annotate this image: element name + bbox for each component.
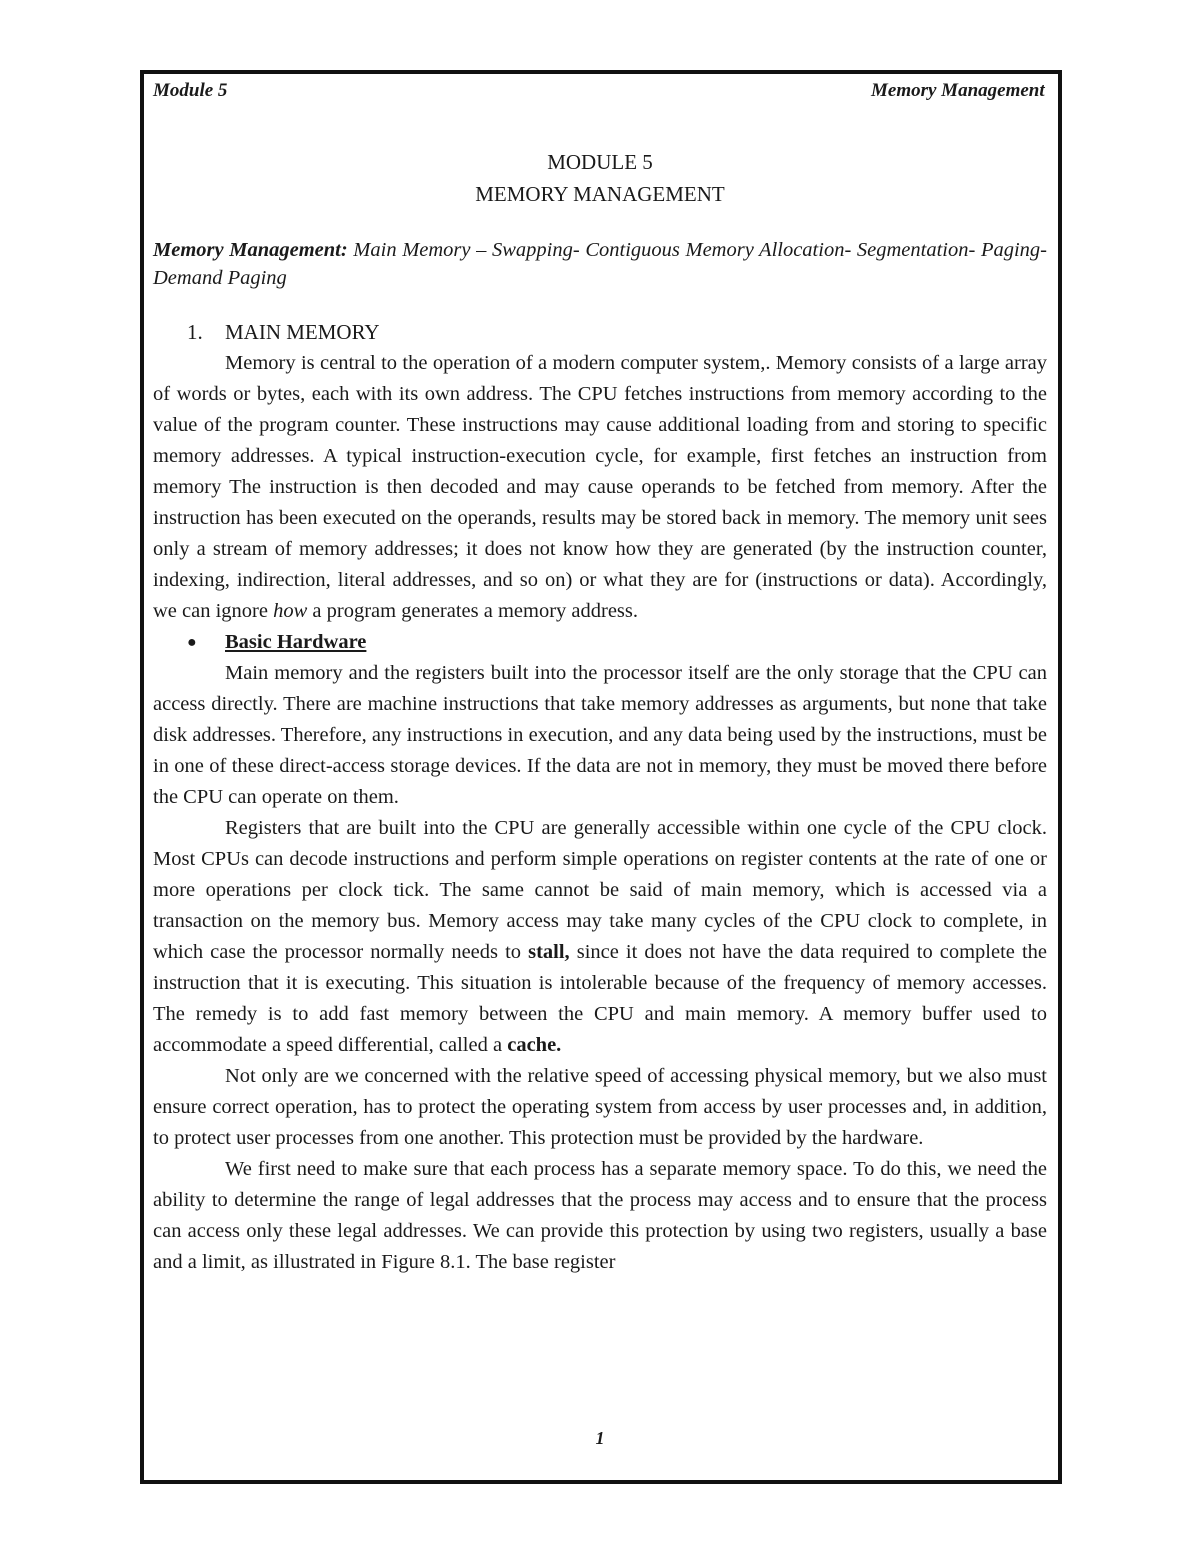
subheading-label: Basic Hardware xyxy=(225,631,367,653)
topics-list: Main Memory – Swapping- Contiguous Memory Allocation- Segmentation- Paging- Demand Paging xyxy=(153,239,1047,289)
term-cache: cache. xyxy=(507,1034,562,1056)
term-stall: stall, xyxy=(528,941,570,963)
document-subtitle: MEMORY MANAGEMENT xyxy=(475,182,725,206)
paragraph-basic-hardware-3: Not only are we concerned with the relative speed of accessing physical memory, but we also must ensure correct operation, has to protect the operating system from access by user processes and, in addition, to protect user processes from one another. This protection must be provided by the hardware. xyxy=(153,1065,1047,1149)
document-title: MODULE 5 xyxy=(547,150,653,174)
section-heading-main-memory xyxy=(153,316,1047,348)
paragraph-text: Memory is central to the operation of a modern computer system,. Memory consists of a large array of words or bytes, each with its own address. The CPU fetches instructions from memory according to the value of the program counter. These instructions may cause additional loading from and storing to specific memory addresses. A typical instruction-execution cycle, for example, first fetches an instruction from memory The instruction is then decoded and may cause operands to be fetched from memory. After the instruction has been executed on the operands, results may be stored back in memory. The memory unit sees only a stream of memory addresses; it does not know how they are generated (by the instruction counter, indexing, indirection, literal addresses, and so on) or what they are for (instructions or data). Accordingly, we can ignore xyxy=(153,352,1047,622)
paragraph-text: Registers that are built into the CPU are generally accessible within one cycle of the CPU clock. Most CPUs can decode instructions and perform simple operations on register contents at the rate of one or more operations per clock tick. The same cannot be said of main memory, which is accessed via a transaction on the memory bus. Memory access may take many cycles of the CPU clock to complete, in which case the processor normally needs to xyxy=(153,817,1047,963)
page-number: 1 xyxy=(595,1428,605,1448)
bullet-icon: ● xyxy=(187,634,197,651)
paragraph-basic-hardware-4: We first need to make sure that each process has a separate memory space. To do this, we need the ability to determine the range of legal addresses that the process may access and to ensure that the process can access only these legal addresses. We can provide this protection by using two registers, usually a base and a limit, as illustrated in Figure 8.1. The base register xyxy=(153,1158,1047,1273)
topics-summary xyxy=(153,236,1047,292)
header-topic-label: Memory Management xyxy=(871,80,1045,101)
header-module-label: Module 5 xyxy=(153,80,228,101)
section-number: 1. xyxy=(187,320,203,344)
paragraph-basic-hardware-2 xyxy=(153,813,1047,1061)
emphasis-how: how xyxy=(273,600,308,622)
topics-label: Memory Management: xyxy=(153,239,348,261)
paragraph-main-memory xyxy=(153,348,1047,627)
paragraph-basic-hardware-1: Main memory and the registers built into the processor itself are the only storage that the CPU can access directly. There are machine instructions that take memory addresses as arguments, but none that take disk addresses. Therefore, any instructions in execution, and any data being used by the instructions, must be in one of these direct-access storage devices. If the data are not in memory, they must be moved there before the CPU can operate on them. xyxy=(153,662,1047,808)
paragraph-text-tail: a program generates a memory address. xyxy=(307,600,639,622)
section-title: MAIN MEMORY xyxy=(225,320,380,344)
document-body xyxy=(153,146,1047,1278)
subheading-basic-hardware xyxy=(153,627,1047,658)
paragraph-text-middle: since it does not have the data required to complete the instruction that it is executing. This situation is intolerable because of the frequency of memory accesses. The remedy is to add fast memory between the CPU and main memory. A memory buffer used to accommodate a speed differential, called a xyxy=(153,941,1048,1056)
